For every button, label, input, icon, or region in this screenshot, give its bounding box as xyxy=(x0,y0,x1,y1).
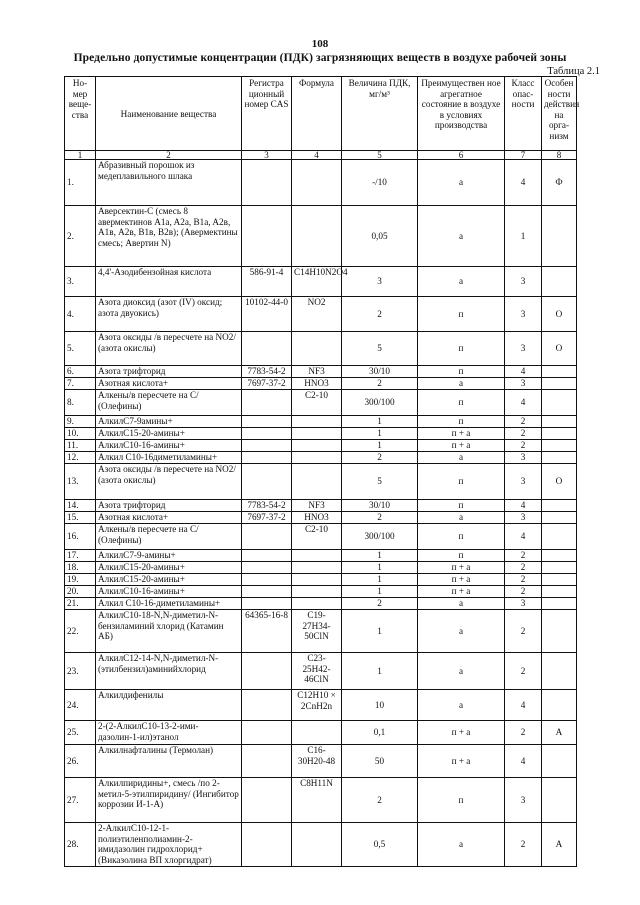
cell-number: 14. xyxy=(65,500,96,512)
table-row xyxy=(65,464,577,500)
table-row xyxy=(65,366,577,378)
cell-features xyxy=(542,416,577,428)
cell-pdk: 1 xyxy=(342,653,418,690)
cell-class: 4 xyxy=(505,524,542,550)
cell-formula xyxy=(292,823,342,867)
cell-state: а xyxy=(418,653,505,690)
cell-features xyxy=(542,598,577,610)
table-row xyxy=(65,160,577,206)
cell-number: 18. xyxy=(65,562,96,574)
cell-state: а xyxy=(418,378,505,390)
cell-number: 20. xyxy=(65,586,96,598)
cell-name: АлкилС12-14-N,N-диметил-N-(этилбензил)аминийхлорид xyxy=(96,653,242,690)
cell-number: 17. xyxy=(65,550,96,562)
table-row xyxy=(65,378,577,390)
page-number: 108 xyxy=(311,38,329,50)
cell-state: п + а xyxy=(418,721,505,745)
cell-features xyxy=(542,452,577,464)
cell-state: а xyxy=(418,823,505,867)
cell-formula: C19-27H34-50ClN xyxy=(292,610,342,653)
cell-formula xyxy=(292,428,342,440)
cell-cas: 7783-54-2 xyxy=(242,366,292,378)
table-row xyxy=(65,562,577,574)
column-number-row xyxy=(65,151,577,160)
cell-features xyxy=(542,574,577,586)
table-row xyxy=(65,297,577,332)
cell-class: 3 xyxy=(505,378,542,390)
cell-number: 24. xyxy=(65,690,96,721)
cell-number: 13. xyxy=(65,464,96,500)
table-body xyxy=(65,160,577,867)
table-row xyxy=(65,690,577,721)
cell-formula: C23-25H42-46ClN xyxy=(292,653,342,690)
cell-cas xyxy=(242,562,292,574)
cell-class: 2 xyxy=(505,416,542,428)
col-header-features: Особен ности действия на орга-низм xyxy=(542,77,577,151)
table-row xyxy=(65,390,577,416)
page-title: Предельно допустимые концентрации (ПДК) загрязняющих веществ в воздухе рабочей зоны xyxy=(73,52,567,64)
cell-number: 4. xyxy=(65,297,96,332)
cell-formula xyxy=(292,574,342,586)
cell-class: 2 xyxy=(505,610,542,653)
cell-cas xyxy=(242,160,292,206)
cell-formula: HNO3 xyxy=(292,378,342,390)
cell-cas xyxy=(242,598,292,610)
cell-number: 6. xyxy=(65,366,96,378)
table-row xyxy=(65,653,577,690)
cell-cas xyxy=(242,574,292,586)
cell-features xyxy=(542,562,577,574)
cell-number: 5. xyxy=(65,332,96,366)
cell-name: Алкилнафталины (Термолан) xyxy=(96,745,242,778)
cell-class: 4 xyxy=(505,366,542,378)
cell-name: Азотная кислота+ xyxy=(96,378,242,390)
cell-class: 3 xyxy=(505,778,542,823)
cell-class: 3 xyxy=(505,452,542,464)
cell-formula xyxy=(292,452,342,464)
cell-number: 19. xyxy=(65,574,96,586)
cell-name: Алкены/в пересчете на С/ (Олефины) xyxy=(96,524,242,550)
cell-features xyxy=(542,778,577,823)
cell-features xyxy=(542,267,577,297)
cell-cas: 586-91-4 xyxy=(242,267,292,297)
cell-formula: C12H10 × 2CnH2n xyxy=(292,690,342,721)
cell-features xyxy=(542,745,577,778)
cell-pdk: 2 xyxy=(342,297,418,332)
cell-name: АлкилС15-20-амины+ xyxy=(96,562,242,574)
cell-state: а xyxy=(418,267,505,297)
cell-formula: C8H11N xyxy=(292,778,342,823)
cell-pdk: 0,05 xyxy=(342,206,418,267)
cell-pdk: 5 xyxy=(342,332,418,366)
cell-formula xyxy=(292,160,342,206)
cell-features: А xyxy=(542,823,577,867)
col-number: 2 xyxy=(96,151,242,160)
cell-pdk: 2 xyxy=(342,512,418,524)
cell-state: п xyxy=(418,297,505,332)
table-row xyxy=(65,428,577,440)
cell-name: Аверсектин-С (смесь 8 авермектинов A1a, A2a, B1a, A2в, A1в, A2в, B1в, B2в); (Авермектины смесь; Авертин N) xyxy=(96,206,242,267)
col-header-state: Преимуществен ное агрегатное состояние в воздухе в условиях производства xyxy=(418,77,505,151)
table-row xyxy=(65,550,577,562)
cell-state: п xyxy=(418,524,505,550)
cell-state: а xyxy=(418,690,505,721)
cell-class: 3 xyxy=(505,512,542,524)
cell-cas xyxy=(242,721,292,745)
cell-features xyxy=(542,524,577,550)
cell-state: п + а xyxy=(418,562,505,574)
cell-features xyxy=(542,390,577,416)
cell-number: 27. xyxy=(65,778,96,823)
cell-pdk: 300/100 xyxy=(342,390,418,416)
col-header-formula: Формула xyxy=(292,77,342,151)
cell-name: 4,4'-Азодибензойная кислота xyxy=(96,267,242,297)
cell-number: 7. xyxy=(65,378,96,390)
cell-name: Азота трифторид xyxy=(96,366,242,378)
cell-class: 2 xyxy=(505,721,542,745)
cell-number: 15. xyxy=(65,512,96,524)
table-row xyxy=(65,267,577,297)
cell-formula: C16-30H20-48 xyxy=(292,745,342,778)
cell-class: 2 xyxy=(505,586,542,598)
cell-formula xyxy=(292,440,342,452)
cell-number: 2. xyxy=(65,206,96,267)
cell-name: Алкилдифенилы xyxy=(96,690,242,721)
cell-number: 28. xyxy=(65,823,96,867)
cell-features xyxy=(542,610,577,653)
cell-name: АлкилС15-20-амины+ xyxy=(96,428,242,440)
table-row xyxy=(65,745,577,778)
cell-state: п xyxy=(418,416,505,428)
cell-name: АлкилС10-18-N,N-диметил-N-бензиламиний хлорид (Катамин АБ) xyxy=(96,610,242,653)
col-header-class: Класс опас-ности xyxy=(505,77,542,151)
cell-state: п xyxy=(418,366,505,378)
col-number: 4 xyxy=(292,151,342,160)
cell-state: п xyxy=(418,550,505,562)
table-row xyxy=(65,452,577,464)
cell-pdk: 0,1 xyxy=(342,721,418,745)
cell-number: 21. xyxy=(65,598,96,610)
col-header-number: Но-мер веще-ства xyxy=(65,77,96,151)
cell-class: 2 xyxy=(505,428,542,440)
cell-pdk: 2 xyxy=(342,778,418,823)
cell-class: 3 xyxy=(505,464,542,500)
cell-state: п + а xyxy=(418,440,505,452)
table-row xyxy=(65,416,577,428)
cell-cas xyxy=(242,745,292,778)
cell-number: 9. xyxy=(65,416,96,428)
table-row xyxy=(65,598,577,610)
table-row xyxy=(65,500,577,512)
cell-state: а xyxy=(418,160,505,206)
col-header-cas: Регистра ционный номер CAS xyxy=(242,77,292,151)
cell-number: 10. xyxy=(65,428,96,440)
table-label: Таблица 2.1 xyxy=(547,66,600,77)
cell-number: 1. xyxy=(65,160,96,206)
cell-pdk: 2 xyxy=(342,598,418,610)
cell-class: 4 xyxy=(505,745,542,778)
cell-pdk: 1 xyxy=(342,562,418,574)
cell-features xyxy=(542,378,577,390)
cell-cas xyxy=(242,428,292,440)
cell-number: 16. xyxy=(65,524,96,550)
cell-formula xyxy=(292,562,342,574)
cell-formula xyxy=(292,332,342,366)
cell-pdk: 300/100 xyxy=(342,524,418,550)
cell-cas: 7697-37-2 xyxy=(242,512,292,524)
cell-pdk: 1 xyxy=(342,440,418,452)
table-row xyxy=(65,610,577,653)
cell-name: АлкилС10-16-амины+ xyxy=(96,586,242,598)
cell-formula xyxy=(292,598,342,610)
cell-class: 3 xyxy=(505,332,542,366)
cell-state: а xyxy=(418,452,505,464)
table-row xyxy=(65,778,577,823)
cell-number: 12. xyxy=(65,452,96,464)
cell-cas xyxy=(242,332,292,366)
cell-pdk: 1 xyxy=(342,574,418,586)
cell-name: Алкены/в пересчете на С/ (Олефины) xyxy=(96,390,242,416)
col-number: 7 xyxy=(505,151,542,160)
cell-state: п xyxy=(418,778,505,823)
cell-pdk: 30/10 xyxy=(342,366,418,378)
cell-pdk: 5 xyxy=(342,464,418,500)
cell-class: 4 xyxy=(505,390,542,416)
cell-formula: HNO3 xyxy=(292,512,342,524)
col-number: 8 xyxy=(542,151,577,160)
cell-pdk: 2 xyxy=(342,452,418,464)
cell-pdk: 1 xyxy=(342,428,418,440)
cell-features: О xyxy=(542,464,577,500)
table-row xyxy=(65,440,577,452)
cell-class: 2 xyxy=(505,574,542,586)
cell-class: 2 xyxy=(505,823,542,867)
cell-state: п + а xyxy=(418,745,505,778)
cell-state: п + а xyxy=(418,574,505,586)
cell-name: Азотная кислота+ xyxy=(96,512,242,524)
cell-class: 2 xyxy=(505,550,542,562)
cell-pdk: -/10 xyxy=(342,160,418,206)
cell-features xyxy=(542,500,577,512)
cell-formula xyxy=(292,464,342,500)
cell-formula: NO2 xyxy=(292,297,342,332)
cell-formula: NF3 xyxy=(292,366,342,378)
cell-features: О xyxy=(542,332,577,366)
cell-features xyxy=(542,440,577,452)
cell-number: 8. xyxy=(65,390,96,416)
cell-name: Алкил С10-16диметиламины+ xyxy=(96,452,242,464)
col-number: 5 xyxy=(342,151,418,160)
table-row xyxy=(65,721,577,745)
cell-features xyxy=(542,550,577,562)
cell-name: Азота оксиды /в пересчете на NO2/ (азота окислы) xyxy=(96,332,242,366)
cell-state: п xyxy=(418,390,505,416)
cell-formula xyxy=(292,416,342,428)
cell-name: АлкилС15-20-амины+ xyxy=(96,574,242,586)
cell-cas: 7697-37-2 xyxy=(242,378,292,390)
cell-pdk: 10 xyxy=(342,690,418,721)
cell-cas xyxy=(242,416,292,428)
table-row xyxy=(65,512,577,524)
cell-name: АлкилС7-9-амины+ xyxy=(96,550,242,562)
table-row xyxy=(65,206,577,267)
cell-formula xyxy=(292,550,342,562)
cell-state: п xyxy=(418,464,505,500)
cell-name: АлкилС7-9амины+ xyxy=(96,416,242,428)
cell-state: а xyxy=(418,598,505,610)
cell-features: О xyxy=(542,297,577,332)
cell-cas xyxy=(242,823,292,867)
cell-name: 2-АлкилС10-12-1-полиэтиленполиамин-2-имидазолин гидрохлорид+ (Виказолина ВП хлоргидрат) xyxy=(96,823,242,867)
cell-pdk: 1 xyxy=(342,550,418,562)
cell-name: Абразивный порошок из медеплавильного шлака xyxy=(96,160,242,206)
cell-pdk: 1 xyxy=(342,586,418,598)
cell-state: п + а xyxy=(418,428,505,440)
cell-name: Алкил С10-16-диметиламины+ xyxy=(96,598,242,610)
pdk-table xyxy=(64,76,580,867)
cell-cas xyxy=(242,690,292,721)
cell-state: п xyxy=(418,332,505,366)
cell-state: а xyxy=(418,206,505,267)
cell-cas xyxy=(242,550,292,562)
cell-formula xyxy=(292,206,342,267)
cell-features xyxy=(542,366,577,378)
cell-name: Азота диоксид (азот (IV) оксид; азота двуокись) xyxy=(96,297,242,332)
cell-formula: NF3 xyxy=(292,500,342,512)
table-row xyxy=(65,574,577,586)
cell-cas xyxy=(242,464,292,500)
cell-class: 4 xyxy=(505,160,542,206)
col-number: 6 xyxy=(418,151,505,160)
cell-name: Азота трифторид xyxy=(96,500,242,512)
cell-number: 3. xyxy=(65,267,96,297)
cell-cas xyxy=(242,390,292,416)
cell-class: 2 xyxy=(505,562,542,574)
cell-cas xyxy=(242,586,292,598)
table-row xyxy=(65,586,577,598)
cell-class: 3 xyxy=(505,297,542,332)
cell-formula: C2-10 xyxy=(292,524,342,550)
cell-number: 23. xyxy=(65,653,96,690)
table-row xyxy=(65,524,577,550)
cell-features: А xyxy=(542,721,577,745)
cell-class: 2 xyxy=(505,440,542,452)
table-row xyxy=(65,823,577,867)
cell-cas: 7783-54-2 xyxy=(242,500,292,512)
cell-cas xyxy=(242,206,292,267)
cell-cas: 10102-44-0 xyxy=(242,297,292,332)
cell-class: 3 xyxy=(505,598,542,610)
cell-name: Азота оксиды /в пересчете на NO2/ (азота окислы) xyxy=(96,464,242,500)
cell-number: 26. xyxy=(65,745,96,778)
cell-pdk: 1 xyxy=(342,416,418,428)
cell-formula xyxy=(292,721,342,745)
header-row xyxy=(65,77,577,151)
table-row xyxy=(65,332,577,366)
col-number: 3 xyxy=(242,151,292,160)
cell-pdk: 50 xyxy=(342,745,418,778)
cell-number: 11. xyxy=(65,440,96,452)
cell-features xyxy=(542,586,577,598)
cell-cas xyxy=(242,653,292,690)
cell-pdk: 30/10 xyxy=(342,500,418,512)
cell-pdk: 1 xyxy=(342,610,418,653)
cell-formula: C2-10 xyxy=(292,390,342,416)
cell-pdk: 3 xyxy=(342,267,418,297)
cell-cas xyxy=(242,440,292,452)
cell-name: АлкилС10-16-амины+ xyxy=(96,440,242,452)
col-header-name: Наименование вещества xyxy=(96,77,242,151)
cell-features xyxy=(542,690,577,721)
cell-state: п xyxy=(418,500,505,512)
cell-features xyxy=(542,512,577,524)
cell-formula: C14H10N2O4 xyxy=(292,267,342,297)
cell-cas: 64365-16-8 xyxy=(242,610,292,653)
cell-class: 4 xyxy=(505,500,542,512)
cell-state: а xyxy=(418,512,505,524)
cell-state: п + а xyxy=(418,586,505,598)
col-number: 1 xyxy=(65,151,96,160)
cell-class: 2 xyxy=(505,653,542,690)
cell-class: 3 xyxy=(505,267,542,297)
cell-pdk: 2 xyxy=(342,378,418,390)
cell-features xyxy=(542,206,577,267)
cell-features xyxy=(542,653,577,690)
cell-features xyxy=(542,428,577,440)
cell-cas xyxy=(242,452,292,464)
cell-pdk: 0,5 xyxy=(342,823,418,867)
cell-class: 1 xyxy=(505,206,542,267)
cell-cas xyxy=(242,524,292,550)
cell-features: Ф xyxy=(542,160,577,206)
cell-cas xyxy=(242,778,292,823)
cell-name: Алкилпиридины+, смесь /по 2-метил-5-этилпиридину/ (Ингибитор коррозии И-1-А) xyxy=(96,778,242,823)
cell-name: 2-(2-АлкилС10-13-2-ими-дазолин-1-ил)этанол xyxy=(96,721,242,745)
cell-class: 4 xyxy=(505,690,542,721)
cell-number: 25. xyxy=(65,721,96,745)
col-header-pdk: Величина ПДК, мг/м³ xyxy=(342,77,418,151)
cell-state: а xyxy=(418,610,505,653)
cell-formula xyxy=(292,586,342,598)
cell-number: 22. xyxy=(65,610,96,653)
